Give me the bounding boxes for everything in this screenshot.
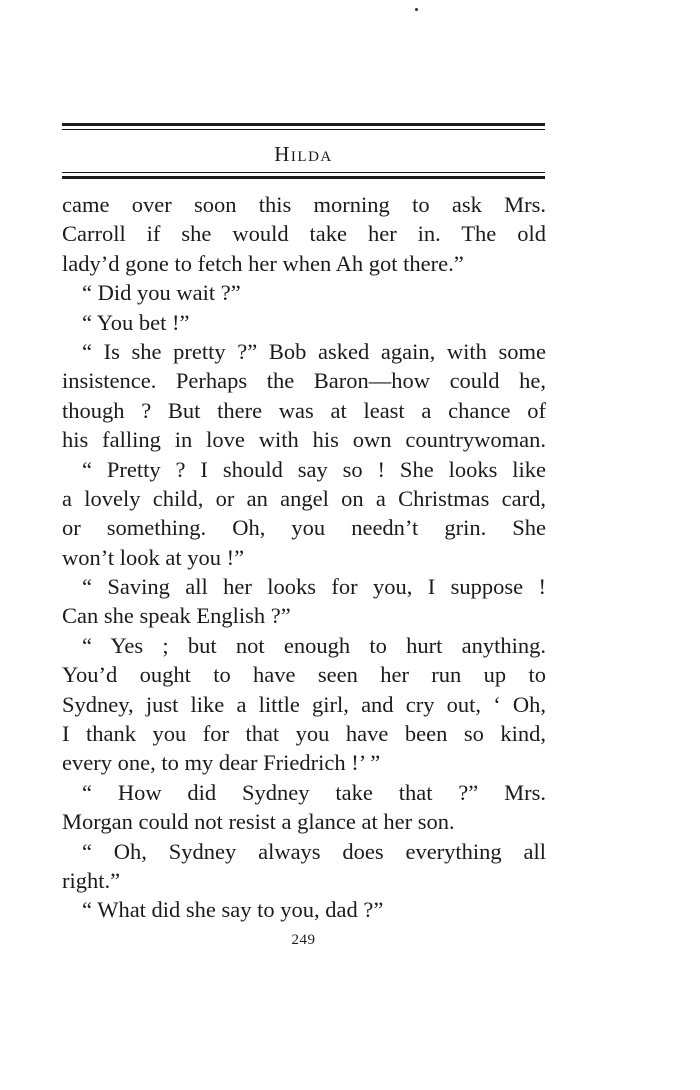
text-line: lady’d gone to fetch her when Ah got there.”: [62, 250, 464, 276]
text-line: I thank you for that you have been so kind,: [62, 721, 546, 747]
text-line: came over soon this morning to ask Mrs.: [62, 192, 546, 217]
text-line: Carroll if she would take her in. The old: [62, 221, 546, 247]
text-line: right.”: [62, 867, 121, 893]
text-line: “ Saving all her looks for you, I suppose !: [82, 574, 546, 600]
text-line: “ Yes ; but not enough to hurt anything.: [82, 632, 546, 658]
text-line: Sydney, just like a little girl, and cry out, ‘ Oh,: [62, 691, 546, 717]
text-line: “ Pretty ? I should say so ! She looks like: [82, 456, 546, 482]
text-line: “ How did Sydney take that ?” Mrs.: [82, 779, 546, 805]
text-line: Can she speak English ?”: [62, 603, 291, 629]
text-line: “ Did you wait ?”: [82, 280, 241, 306]
text-line: his falling in love with his own countrywoman.: [62, 427, 546, 453]
text-line: “ Is she pretty ?” Bob asked again, with some: [82, 338, 546, 364]
text-line: insistence. Perhaps the Baron—how could he,: [62, 368, 546, 394]
ink-speck: [415, 8, 418, 11]
text-line: though ? But there was at least a chance of: [62, 397, 546, 423]
text-line: “ Oh, Sydney always does everything all: [82, 838, 546, 864]
text-line: “ What did she say to you, dad ?”: [82, 897, 384, 923]
body-text: [62, 190, 546, 925]
text-line: every one, to my dear Friedrich !’ ”: [62, 750, 381, 776]
header-rule-bottom-thin: [62, 172, 545, 173]
page-number: 249: [291, 932, 316, 948]
header-rule-top-thin: [62, 129, 545, 130]
text-line: won’t look at you !”: [62, 544, 245, 570]
header-rule-top-thick: [62, 123, 545, 126]
text-line: Morgan could not resist a glance at her son.: [62, 809, 455, 835]
text-line: or something. Oh, you needn’t grin. She: [62, 515, 546, 541]
running-head: Hilda: [274, 142, 333, 166]
text-line: You’d ought to have seen her run up to: [62, 662, 546, 688]
text-line: a lovely child, or an angel on a Christmas card,: [62, 485, 546, 511]
text-line: “ You bet !”: [82, 309, 190, 335]
header-rule-bottom-thick: [62, 176, 545, 179]
